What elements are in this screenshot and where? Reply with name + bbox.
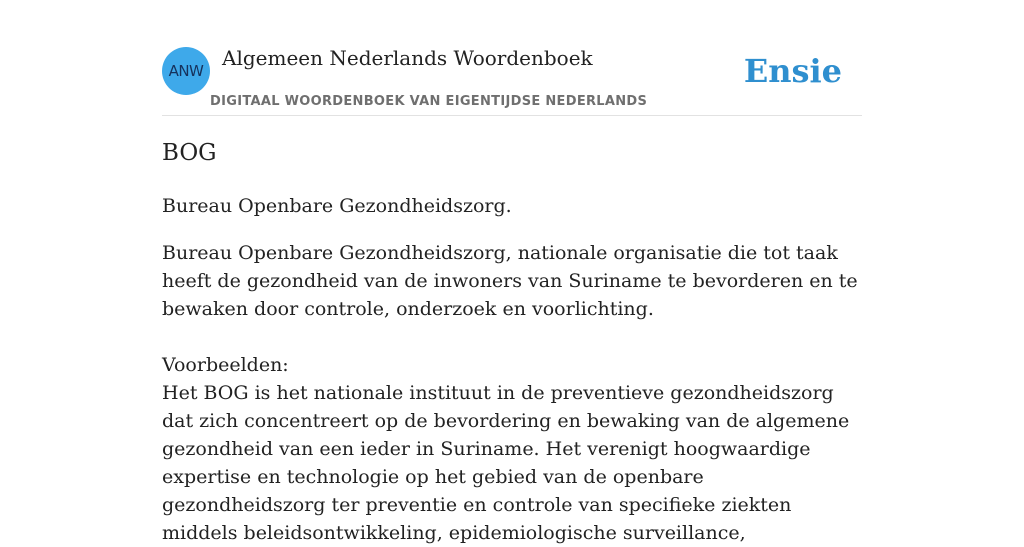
anw-logo[interactable]: [162, 47, 210, 95]
logo-text: ANW: [168, 62, 204, 80]
page: [162, 0, 862, 544]
examples-label: Voorbeelden:: [162, 354, 289, 376]
entry-title: BOG: [162, 140, 217, 166]
ensie-brand-link[interactable]: Ensie: [743, 52, 842, 90]
example-text: Het BOG is het nationale instituut in de preventieve gezondheidszorg dat zich concentreert op de bevordering en bewaking van de algemene gezondheid van een ieder in Suriname. Het verenigt hoogwaardige expertise en technologie op het gebied van de openbare gezondheidszorg ter preventie en controle van specifieke ziekten middels beleidsontwikkeling, epidemiologische surveillance,: [162, 382, 850, 544]
short-definition: Bureau Openbare Gezondheidszorg.: [162, 195, 512, 217]
site-subtitle: DIGITAAL WOORDENBOEK VAN EIGENTIJDSE NEDERLANDS: [210, 94, 648, 109]
long-definition: Bureau Openbare Gezondheidszorg, nationale organisatie die tot taak heeft de gezondheid van de inwoners van Suriname te bevorderen en te bewaken door controle, onderzoek en voorlichting.: [162, 242, 858, 320]
examples-section: [162, 351, 862, 547]
site-header: [162, 0, 862, 116]
site-title[interactable]: Algemeen Nederlands Woordenboek: [222, 46, 593, 70]
